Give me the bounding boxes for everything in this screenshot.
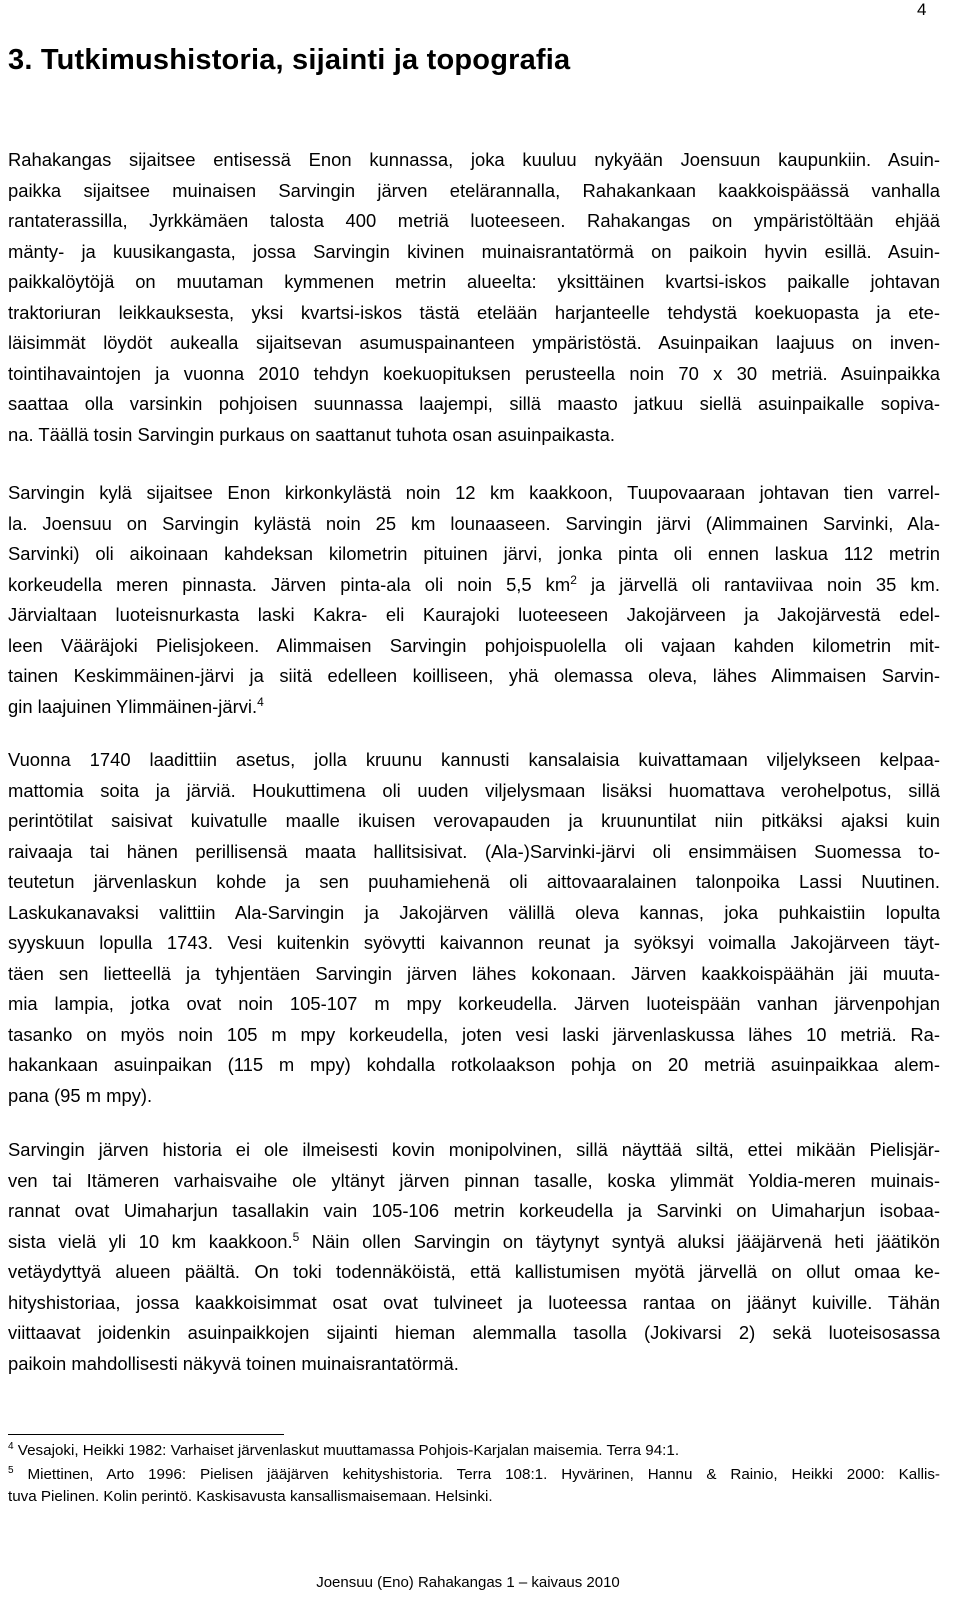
footnote-line	[8, 1464, 940, 1486]
footnote-ref: 4	[257, 694, 264, 709]
text-line: teutetun järvenlaskun kohde ja sen puuhamiehenä oli aittovaaralainen talonpoika Lassi Nuutinen.	[8, 871, 940, 892]
text-line	[8, 570, 940, 601]
text-segment: Miettinen, Arto 1996: Pielisen jääjärven kehityshistoria. Terra 108:1. Hyvärinen, Hannu & Rainio, Heikki 2000: Kallis-	[27, 1466, 940, 1483]
page-number: 4	[917, 0, 927, 19]
page-footer: Joensuu (Eno) Rahakangas 1 – kaivaus 2010	[316, 1574, 620, 1591]
text-line: Sarvinki) oli aikoinaan kahdeksan kilometrin pituinen järvi, jonka pinta oli ennen laskua 112 metrin	[8, 543, 940, 564]
text-segment: sista vielä yli 10 km kaakkoon.	[8, 1230, 293, 1252]
text-line: tainen Keskimmäinen-järvi ja siitä edelleen koilliseen, yhä olemassa oleva, lähes Alimmaisen Sarvin-	[8, 665, 940, 686]
section-heading: 3. Tutkimushistoria, sijainti ja topografia	[8, 44, 571, 76]
text-line: vetäydyttyä alueen päältä. On toki todennäköistä, että kallistumisen myötä järvellä on ollut omaa ke-	[8, 1261, 940, 1282]
text-line: Vuonna 1740 laadittiin asetus, jolla kruunu kannusti kansalaisia kuivattamaan viljelykseen kelpaa-	[8, 749, 940, 770]
footnote-mark: 5	[8, 1464, 14, 1476]
text-line: tointihavaintojen ja vuonna 2010 tehdyn koekuopituksen perusteella noin 70 x 30 metriä. Asuinpaikka	[8, 362, 940, 384]
paragraph-lake-history	[8, 1135, 940, 1379]
footnote-5	[8, 1464, 940, 1508]
paragraph-topography	[8, 478, 940, 722]
paragraph-location	[8, 145, 940, 450]
text-line: syyskuun lopulla 1743. Vesi kuitenkin syövytti kaivannon reunat ja syöksyi voimalla Jakojärveen täyt-	[8, 932, 940, 953]
text-line: tasanko on myös noin 105 m mpy korkeudella, joten vesi laski järvenlaskussa lähes 10 metriä. Ra-	[8, 1023, 940, 1045]
text-segment: ja järvellä oli rantaviivaa noin 35 km.	[576, 573, 940, 595]
text-line: rantaterassilla, Jyrkkämäen talosta 400 metriä luoteeseen. Rahakangas on ympäristöltään ehjää	[8, 210, 940, 231]
text-line: traktoriuran leikkauksesta, yksi kvartsi-iskos tästä etelään harjanteelle tehdystä koekuopasta ja ete-	[8, 301, 940, 323]
text-line: Sarvingin järven historia ei ole ilmeisesti kovin monipolvinen, sillä näyttää siltä, ettei mikään Pielisjär-	[8, 1139, 940, 1160]
text-line: paikka sijaitsee muinaisen Sarvingin järven etelärannalla, Rahakankaan kaakkoispäässä vanhalla	[8, 179, 940, 201]
text-line: läisimmät löydöt aukealla sijaitsevan asumuspainanteen ympäristöstä. Asuinpaikan laajuus on inven-	[8, 332, 940, 353]
text-line: mia lampia, jotka ovat noin 105-107 m mpy korkeudella. Järven luoteispään vanhan järvenpohjan	[8, 993, 940, 1014]
text-line	[8, 1227, 940, 1258]
text-line: mänty- ja kuusikangasta, jossa Sarvingin kivinen muinaisrantatörmä on paikoin hyvin esillä. Asuin-	[8, 240, 940, 262]
text-line: na. Täällä tosin Sarvingin purkaus on saattanut tuhota osan asuinpaikasta.	[8, 423, 615, 445]
text-line: saattaa olla varsinkin pohjoisen suunnassa laajempi, sillä maasto jatkuu siellä asuinpaikalle sopiva-	[8, 393, 940, 414]
text-line: ven tai Itämeren varhaisvaihe ole yltänyt järven pinnan tasalle, koska ylimmät Yoldia-meren muinais-	[8, 1169, 940, 1191]
text-segment: gin laajuinen Ylimmäinen-järvi.	[8, 695, 258, 717]
text-line: viittaavat joidenkin asuinpaikkojen sijainti hieman alemmalla tasolla (Jokivarsi 2) sekä luoteisosassa	[8, 1322, 940, 1343]
text-line: Laskukanavaksi valittiin Ala-Sarvingin ja Jakojärven välillä oleva kannas, joka puhkaistiin lopulta	[8, 901, 940, 923]
text-line: hakankaan asuinpaikan (115 m mpy) kohdalla rotkolaakson pohja on 20 metriä asuinpaikkaa alem-	[8, 1054, 940, 1075]
text-line: hityshistoriaa, jossa kaakkoisimmat osat ovat tulvineet ja luoteessa rantaa on jäänyt kuiville. Tähän	[8, 1291, 940, 1313]
text-line: mattomia soita ja järviä. Houkuttimena oli uuden viljelysmaan lisäksi huomattava verohelpotus, sillä	[8, 779, 940, 801]
text-line: paikkalöytöjä on muutaman kymmenen metrin alueelta: yksittäinen kvartsi-iskos paikalle johtavan	[8, 271, 940, 292]
text-line: la. Joensuu on Sarvingin kylästä noin 25 km lounaaseen. Sarvingin järvi (Alimmainen Sarvinki, Ala-	[8, 512, 940, 534]
text-line	[8, 692, 940, 723]
text-line: leen Vääräjoki Pielisjokeen. Alimmaisen Sarvingin pohjoispuolella oli vajaan kahden kilometrin mit-	[8, 634, 940, 656]
text-line: raivaaja tai hänen perillisensä maata hallitsisivat. (Ala-)Sarvinki-järvi oli ensimmäisen Suomessa to-	[8, 840, 940, 862]
superscript: 2	[570, 572, 577, 587]
text-segment: korkeudella meren pinnasta. Järven pinta-ala oli noin 5,5 km	[8, 573, 571, 595]
text-line: Sarvingin kylä sijaitsee Enon kirkonkylästä noin 12 km kaakkoon, Tuupovaaraan johtavan tien varrel-	[8, 482, 940, 503]
footnote-mark: 4	[8, 1440, 14, 1452]
footnote-line: tuva Pielinen. Kolin perintö. Kaskisavusta kansallismaisemaan. Helsinki.	[8, 1488, 493, 1505]
text-line: perintötilat saisivat kuivatulle maalle ikuisen verovapauden ja kruununtilat niin pitkäksi ajaksi kuin	[8, 810, 940, 831]
text-segment: Näin ollen Sarvingin on täytynyt syntyä aluksi jääjärvenä heti jäätikön	[299, 1230, 940, 1252]
text-line: täen sen lietteellä ja tyhjentäen Sarvingin järven lähes kokonaan. Järven kaakkoispäähän jäi muuta-	[8, 962, 940, 984]
text-line: Järvialtaan luoteisnurkasta laski Kakra- eli Kaurajoki luoteeseen Jakojärveen ja Jakojärvestä edel-	[8, 604, 940, 625]
footnote-line	[8, 1440, 940, 1462]
text-line: Rahakangas sijaitsee entisessä Enon kunnassa, joka kuuluu nykyään Joensuun kaupunkiin. Asuin-	[8, 149, 940, 170]
footnote-divider	[8, 1434, 284, 1435]
footnote-ref: 5	[292, 1229, 300, 1244]
text-segment: Vesajoki, Heikki 1982: Varhaiset järvenlaskut muuttamassa Pohjois-Karjalan maisemia. Terra 94:1.	[17, 1442, 680, 1459]
text-line: paikoin mahdollisesti näkyvä toinen muinaisrantatörmä.	[8, 1352, 459, 1374]
paragraph-drainage-history	[8, 745, 940, 1111]
footnote-4	[8, 1440, 940, 1462]
text-line: pana (95 m mpy).	[8, 1084, 153, 1106]
text-line: rannat ovat Uimaharjun tasallakin vain 105-106 metrin korkeudella ja Sarvinki on Uimaharjun isobaa-	[8, 1200, 940, 1221]
